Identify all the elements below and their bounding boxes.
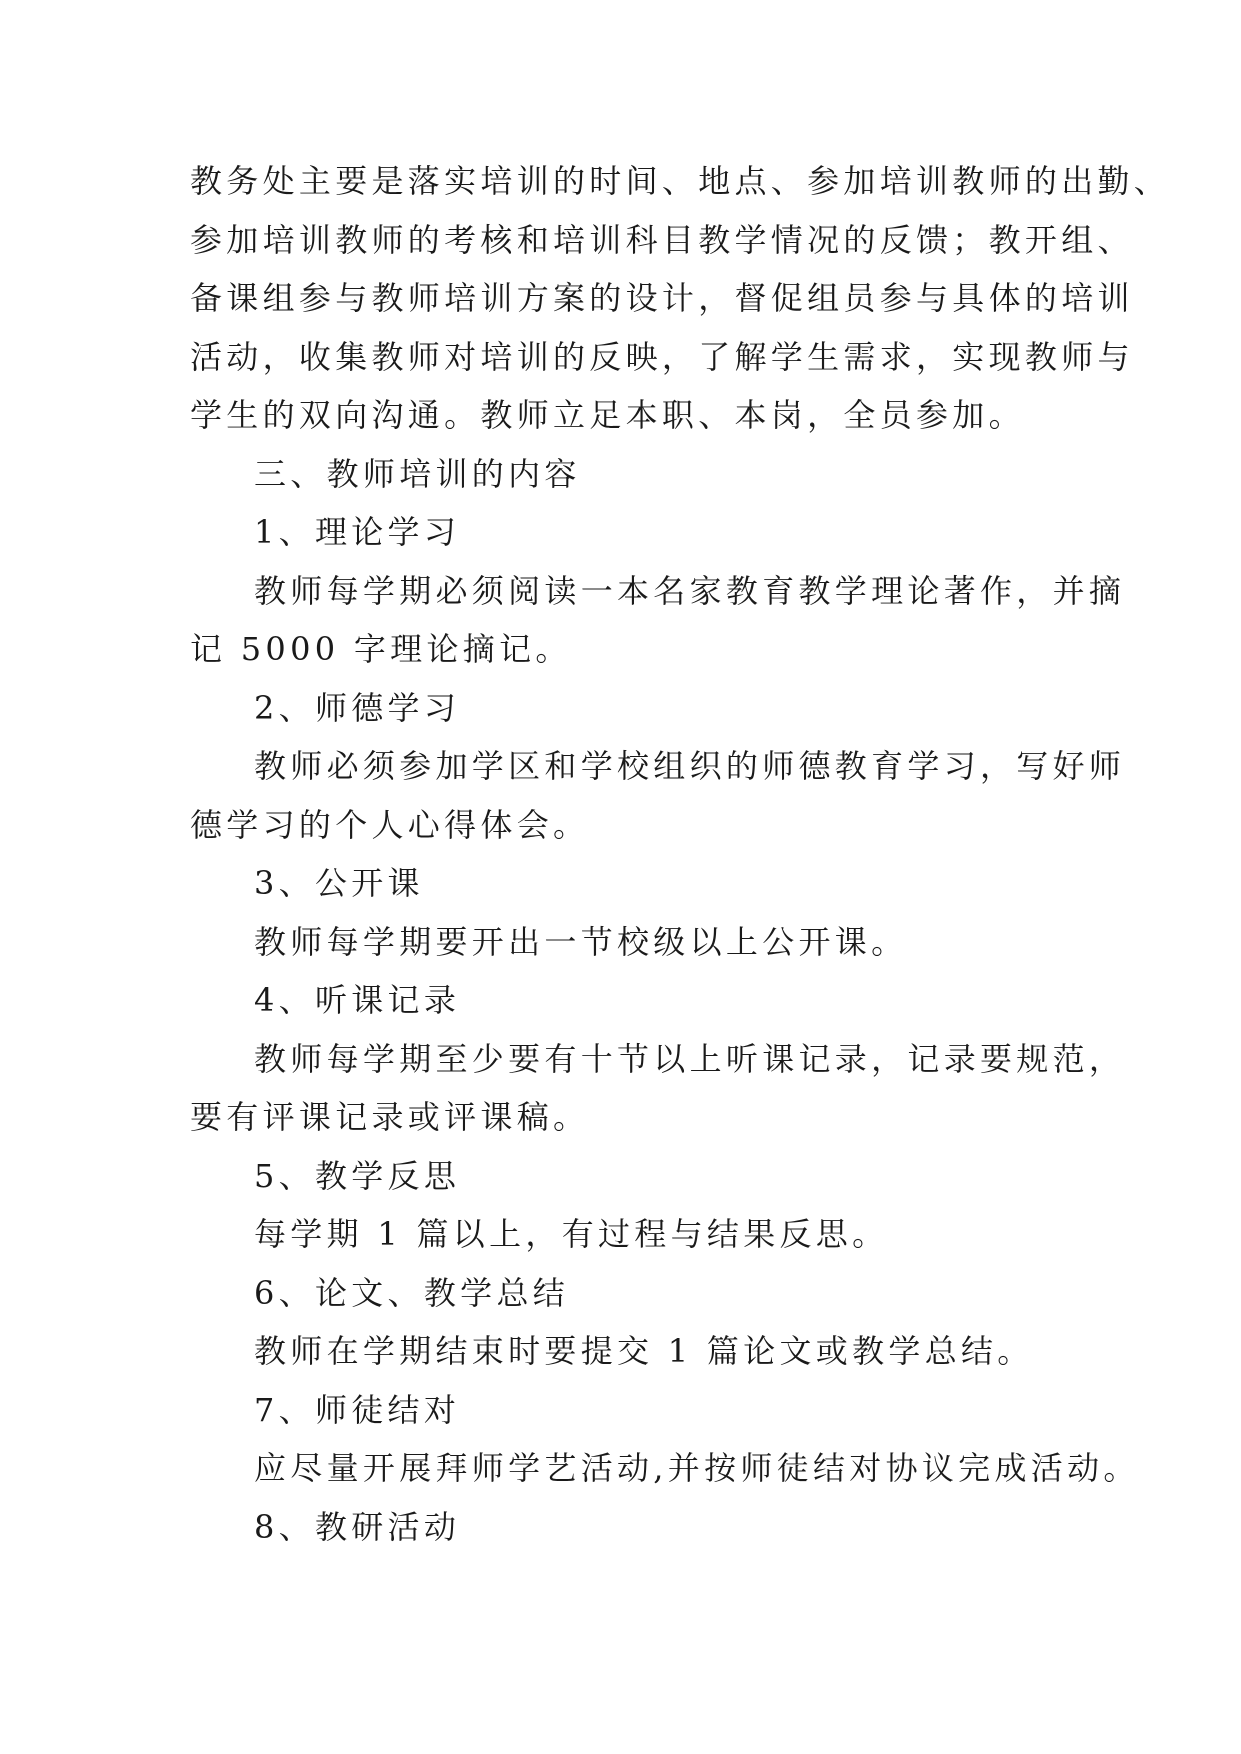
item-heading: 5、教学反思 (254, 1156, 461, 1195)
text-line: 教师每学期要开出一节校级以上公开课。 (254, 922, 908, 961)
item-heading: 3、公开课 (254, 864, 424, 902)
section-heading: 三、教师培训的内容 (254, 454, 581, 493)
text-line: 教师每学期必须阅读一本名家教育教学理论著作，并摘 (254, 571, 1126, 610)
text-line: 教师在学期结束时要提交 1 篇论文或教学总结。 (254, 1332, 1034, 1370)
item-heading: 7、师徒结对 (254, 1390, 461, 1429)
text-line: 要有评课记录或评课稿。 (190, 1098, 590, 1136)
text-line: 备课组参与教师培训方案的设计，督促组员参与具体的培训 (190, 279, 1134, 317)
text-line: 德学习的个人心得体会。 (190, 805, 590, 844)
text-line: 记 5000 字理论摘记。 (190, 630, 572, 668)
item-heading: 1、理论学习 (254, 513, 461, 551)
text-line: 活动，收集教师对培训的反映，了解学生需求，实现教师与 (190, 337, 1134, 376)
item-heading: 4、听课记录 (254, 981, 461, 1019)
document-body (190, 152, 1171, 1556)
text-line: 学生的双向沟通。教师立足本职、本岗，全员参加。 (190, 396, 1025, 434)
item-heading: 6、论文、教学总结 (254, 1273, 570, 1312)
text-line: 应尽量开展拜师学艺活动,并按师徒结对协议完成活动。 (254, 1449, 1140, 1487)
text-line: 每学期 1 篇以上，有过程与结果反思。 (254, 1215, 889, 1253)
text-line: 教务处主要是落实培训的时间、地点、参加培训教师的出勤、 (190, 162, 1171, 200)
text-line: 教师每学期至少要有十节以上听课记录，记录要规范， (254, 1039, 1126, 1078)
text-line: 参加培训教师的考核和培训科目教学情况的反馈；教开组、 (190, 220, 1134, 259)
item-heading: 8、教研活动 (254, 1507, 461, 1546)
text-line: 教师必须参加学区和学校组织的师德教育学习，写好师 (254, 747, 1126, 785)
item-heading: 2、师德学习 (254, 688, 461, 727)
